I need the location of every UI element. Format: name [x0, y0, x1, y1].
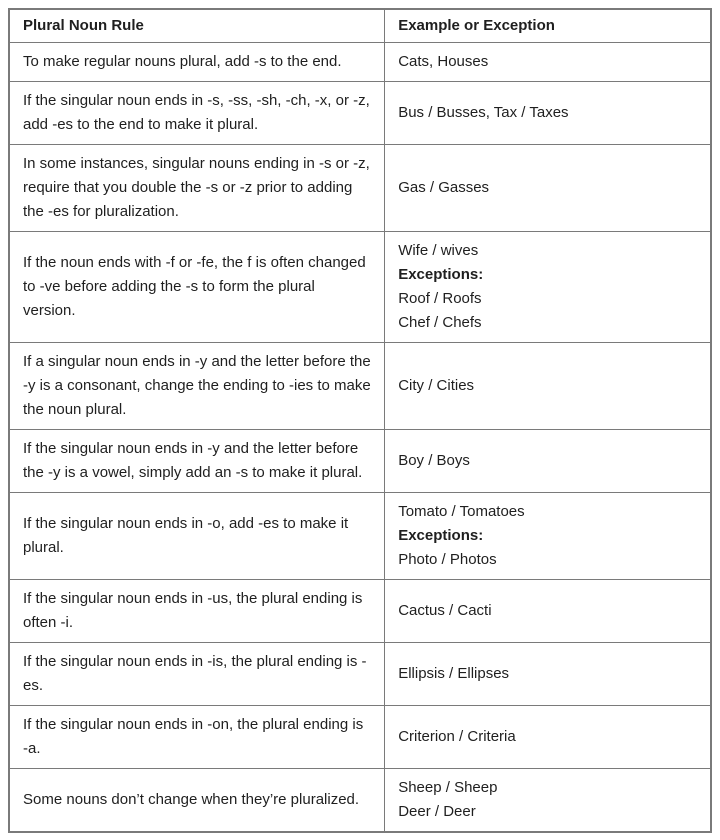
example-cell	[385, 706, 711, 769]
table-row	[9, 580, 711, 643]
example-cell	[385, 643, 711, 706]
exceptions-label: Exceptions:	[398, 266, 484, 283]
rule-cell: If the noun ends with -f or -fe, the f is often changed to -ve before adding the -s to form the plural version.	[9, 232, 385, 343]
example-line: Criterion / Criteria	[398, 728, 516, 745]
table-row	[9, 82, 711, 145]
rule-cell: If the singular noun ends in -is, the plural ending is -es.	[9, 643, 385, 706]
column-header-example: Example or Exception	[385, 9, 711, 43]
example-line: Tomato / Tomatoes	[398, 503, 525, 520]
table-body	[9, 43, 711, 833]
example-cell	[385, 769, 711, 833]
table-row	[9, 145, 711, 232]
example-cell	[385, 43, 711, 82]
rule-cell: If the singular noun ends in -on, the plural ending is -a.	[9, 706, 385, 769]
example-line: Cactus / Cacti	[398, 602, 492, 619]
example-line: Wife / wives	[398, 242, 479, 259]
example-line: Sheep / Sheep	[398, 779, 498, 796]
column-header-rule: Plural Noun Rule	[9, 9, 385, 43]
table-row	[9, 643, 711, 706]
rule-cell: Some nouns don’t change when they’re pluralized.	[9, 769, 385, 833]
example-cell	[385, 82, 711, 145]
table-row	[9, 232, 711, 343]
example-cell	[385, 145, 711, 232]
rule-cell: If a singular noun ends in -y and the letter before the -y is a consonant, change the ending to -ies to make the noun plural.	[9, 343, 385, 430]
table-row	[9, 493, 711, 580]
table-row	[9, 430, 711, 493]
example-cell	[385, 343, 711, 430]
plural-noun-rules-table	[8, 8, 712, 833]
table-row	[9, 769, 711, 833]
rule-cell: If the singular noun ends in -o, add -es to make it plural.	[9, 493, 385, 580]
exceptions-label: Exceptions:	[398, 527, 484, 544]
example-line: Photo / Photos	[398, 551, 497, 568]
example-cell	[385, 232, 711, 343]
example-line: Gas / Gasses	[398, 179, 490, 196]
example-line: Ellipsis / Ellipses	[398, 665, 510, 682]
table-row	[9, 343, 711, 430]
example-cell	[385, 430, 711, 493]
table-row	[9, 43, 711, 82]
rule-cell: If the singular noun ends in -us, the plural ending is often -i.	[9, 580, 385, 643]
example-line: Roof / Roofs	[398, 290, 482, 307]
example-cell	[385, 580, 711, 643]
example-line: City / Cities	[398, 377, 475, 394]
example-line: Bus / Busses, Tax / Taxes	[398, 104, 569, 121]
example-line: Chef / Chefs	[398, 314, 482, 331]
table-row	[9, 706, 711, 769]
rule-cell: If the singular noun ends in -y and the letter before the -y is a vowel, simply add an -s to make it plural.	[9, 430, 385, 493]
example-line: Deer / Deer	[398, 803, 476, 820]
example-cell	[385, 493, 711, 580]
rule-cell: If the singular noun ends in -s, -ss, -sh, -ch, -x, or -z, add -es to the end to make it plural.	[9, 82, 385, 145]
rule-cell: In some instances, singular nouns ending in -s or -z, require that you double the -s or -z prior to adding the -es for pluralization.	[9, 145, 385, 232]
rule-cell: To make regular nouns plural, add -s to the end.	[9, 43, 385, 82]
example-line: Boy / Boys	[398, 452, 470, 469]
example-line: Cats, Houses	[398, 53, 489, 70]
header-row	[9, 9, 711, 43]
